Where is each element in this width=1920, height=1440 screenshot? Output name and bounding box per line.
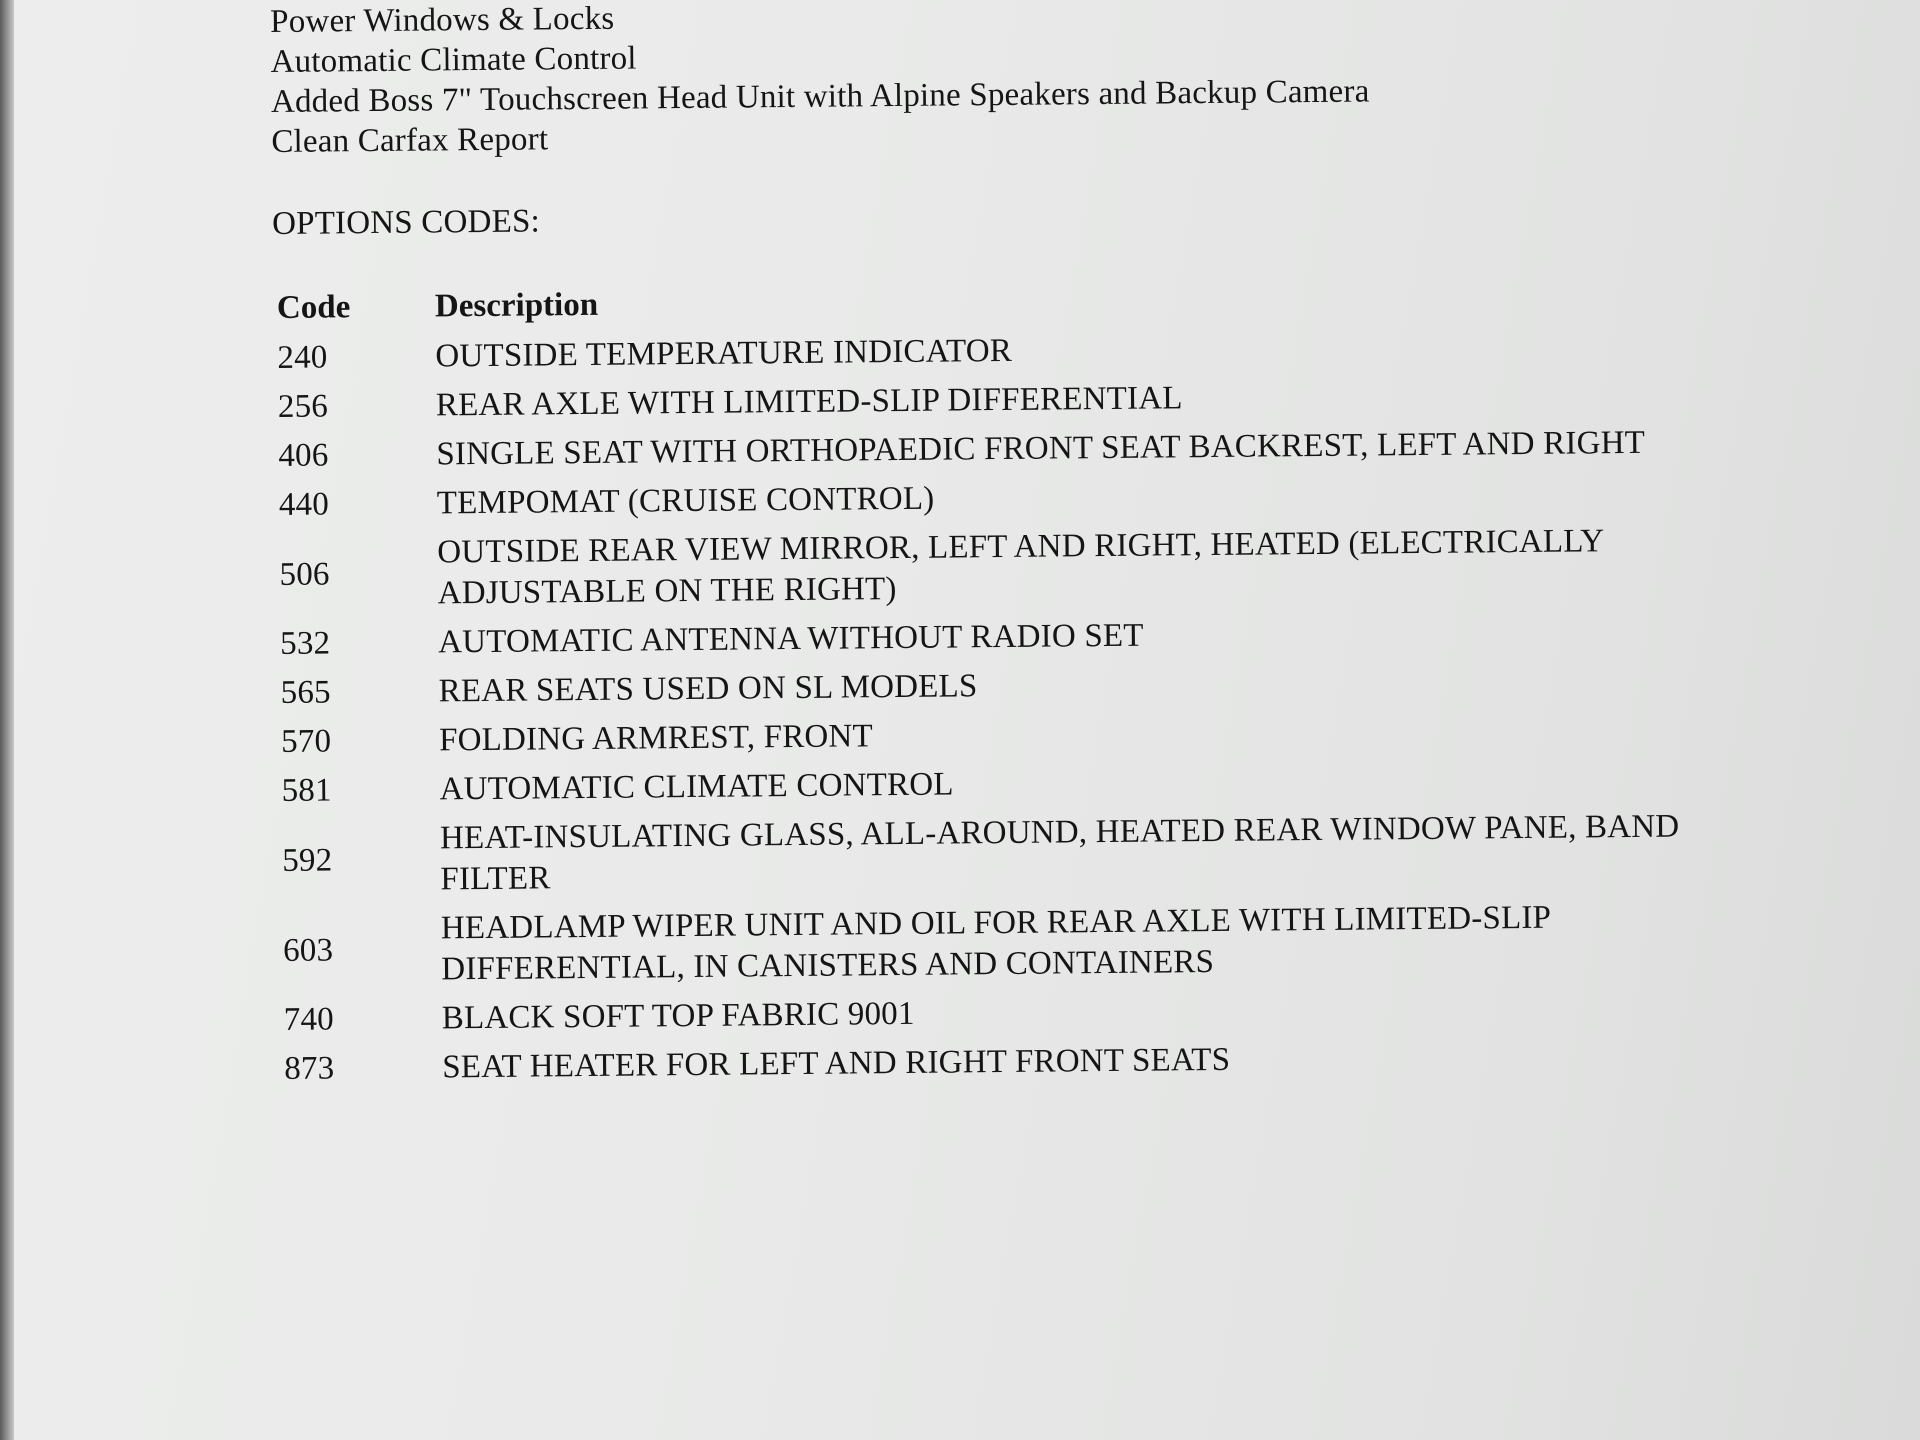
table-row <box>282 802 1691 906</box>
option-code: 570 <box>280 723 332 760</box>
option-description: BLACK SOFT TOP FABRIC 9001 <box>441 995 915 1037</box>
document-content <box>270 0 1700 1094</box>
option-code: 406 <box>278 437 329 474</box>
option-description: OUTSIDE REAR VIEW MIRROR, LEFT AND RIGHT, HEATED (ELECTRICALLY ADJUSTABLE ON THE RIGHT) <box>437 523 1604 612</box>
options-heading: OPTIONS CODES: <box>271 203 541 242</box>
option-code: 581 <box>281 772 332 809</box>
option-code: 592 <box>282 841 333 879</box>
option-description: OUTSIDE TEMPERATURE INDICATOR <box>435 332 1013 375</box>
option-description: SINGLE SEAT WITH ORTHOPAEDIC FRONT SEAT BACKREST, LEFT AND RIGHT <box>436 424 1646 473</box>
option-description: FOLDING ARMREST, FRONT <box>438 718 874 759</box>
option-description: TEMPOMAT (CRUISE CONTROL) <box>436 480 935 522</box>
feature-list <box>270 0 1691 162</box>
option-description: AUTOMATIC ANTENNA WITHOUT RADIO SET <box>438 617 1144 661</box>
option-code: 873 <box>284 1050 335 1087</box>
description-column-header: Description <box>434 286 599 325</box>
option-code: 256 <box>277 388 329 425</box>
options-table <box>277 274 1693 1093</box>
option-description: HEADLAMP WIPER UNIT AND OIL FOR REAR AXLE WITH LIMITED-SLIP DIFFERENTIAL, IN CANISTERS AND CONTAINERS <box>440 899 1551 988</box>
option-description: SEAT HEATER FOR LEFT AND RIGHT FRONT SEATS <box>442 1041 1231 1086</box>
feature-item: Added Boss 7" Touchscreen Head Unit with Alpine Speakers and Backup Camera <box>270 73 1370 120</box>
page-edge-shadow <box>0 0 14 1440</box>
option-description: REAR SEATS USED ON SL MODELS <box>438 668 978 710</box>
feature-item: Power Windows & Locks <box>270 0 615 40</box>
option-description: REAR AXLE WITH LIMITED-SLIP DIFFERENTIAL <box>435 380 1183 424</box>
option-code: 740 <box>283 1001 335 1038</box>
code-column-header: Code <box>276 289 351 326</box>
feature-item: Clean Carfax Report <box>271 121 549 160</box>
option-code: 532 <box>280 625 331 662</box>
option-code: 565 <box>280 674 331 711</box>
option-code: 506 <box>279 555 330 593</box>
table-row <box>283 892 1692 996</box>
option-code: 440 <box>278 486 330 523</box>
option-code: 603 <box>282 931 334 969</box>
option-description: AUTOMATIC CLIMATE CONTROL <box>439 766 954 808</box>
option-description: HEAT-INSULATING GLASS, ALL-AROUND, HEATED REAR WINDOW PANE, BAND FILTER <box>439 808 1680 898</box>
feature-item: Automatic Climate Control <box>270 40 637 80</box>
option-code: 240 <box>277 339 328 376</box>
table-row <box>279 516 1688 620</box>
